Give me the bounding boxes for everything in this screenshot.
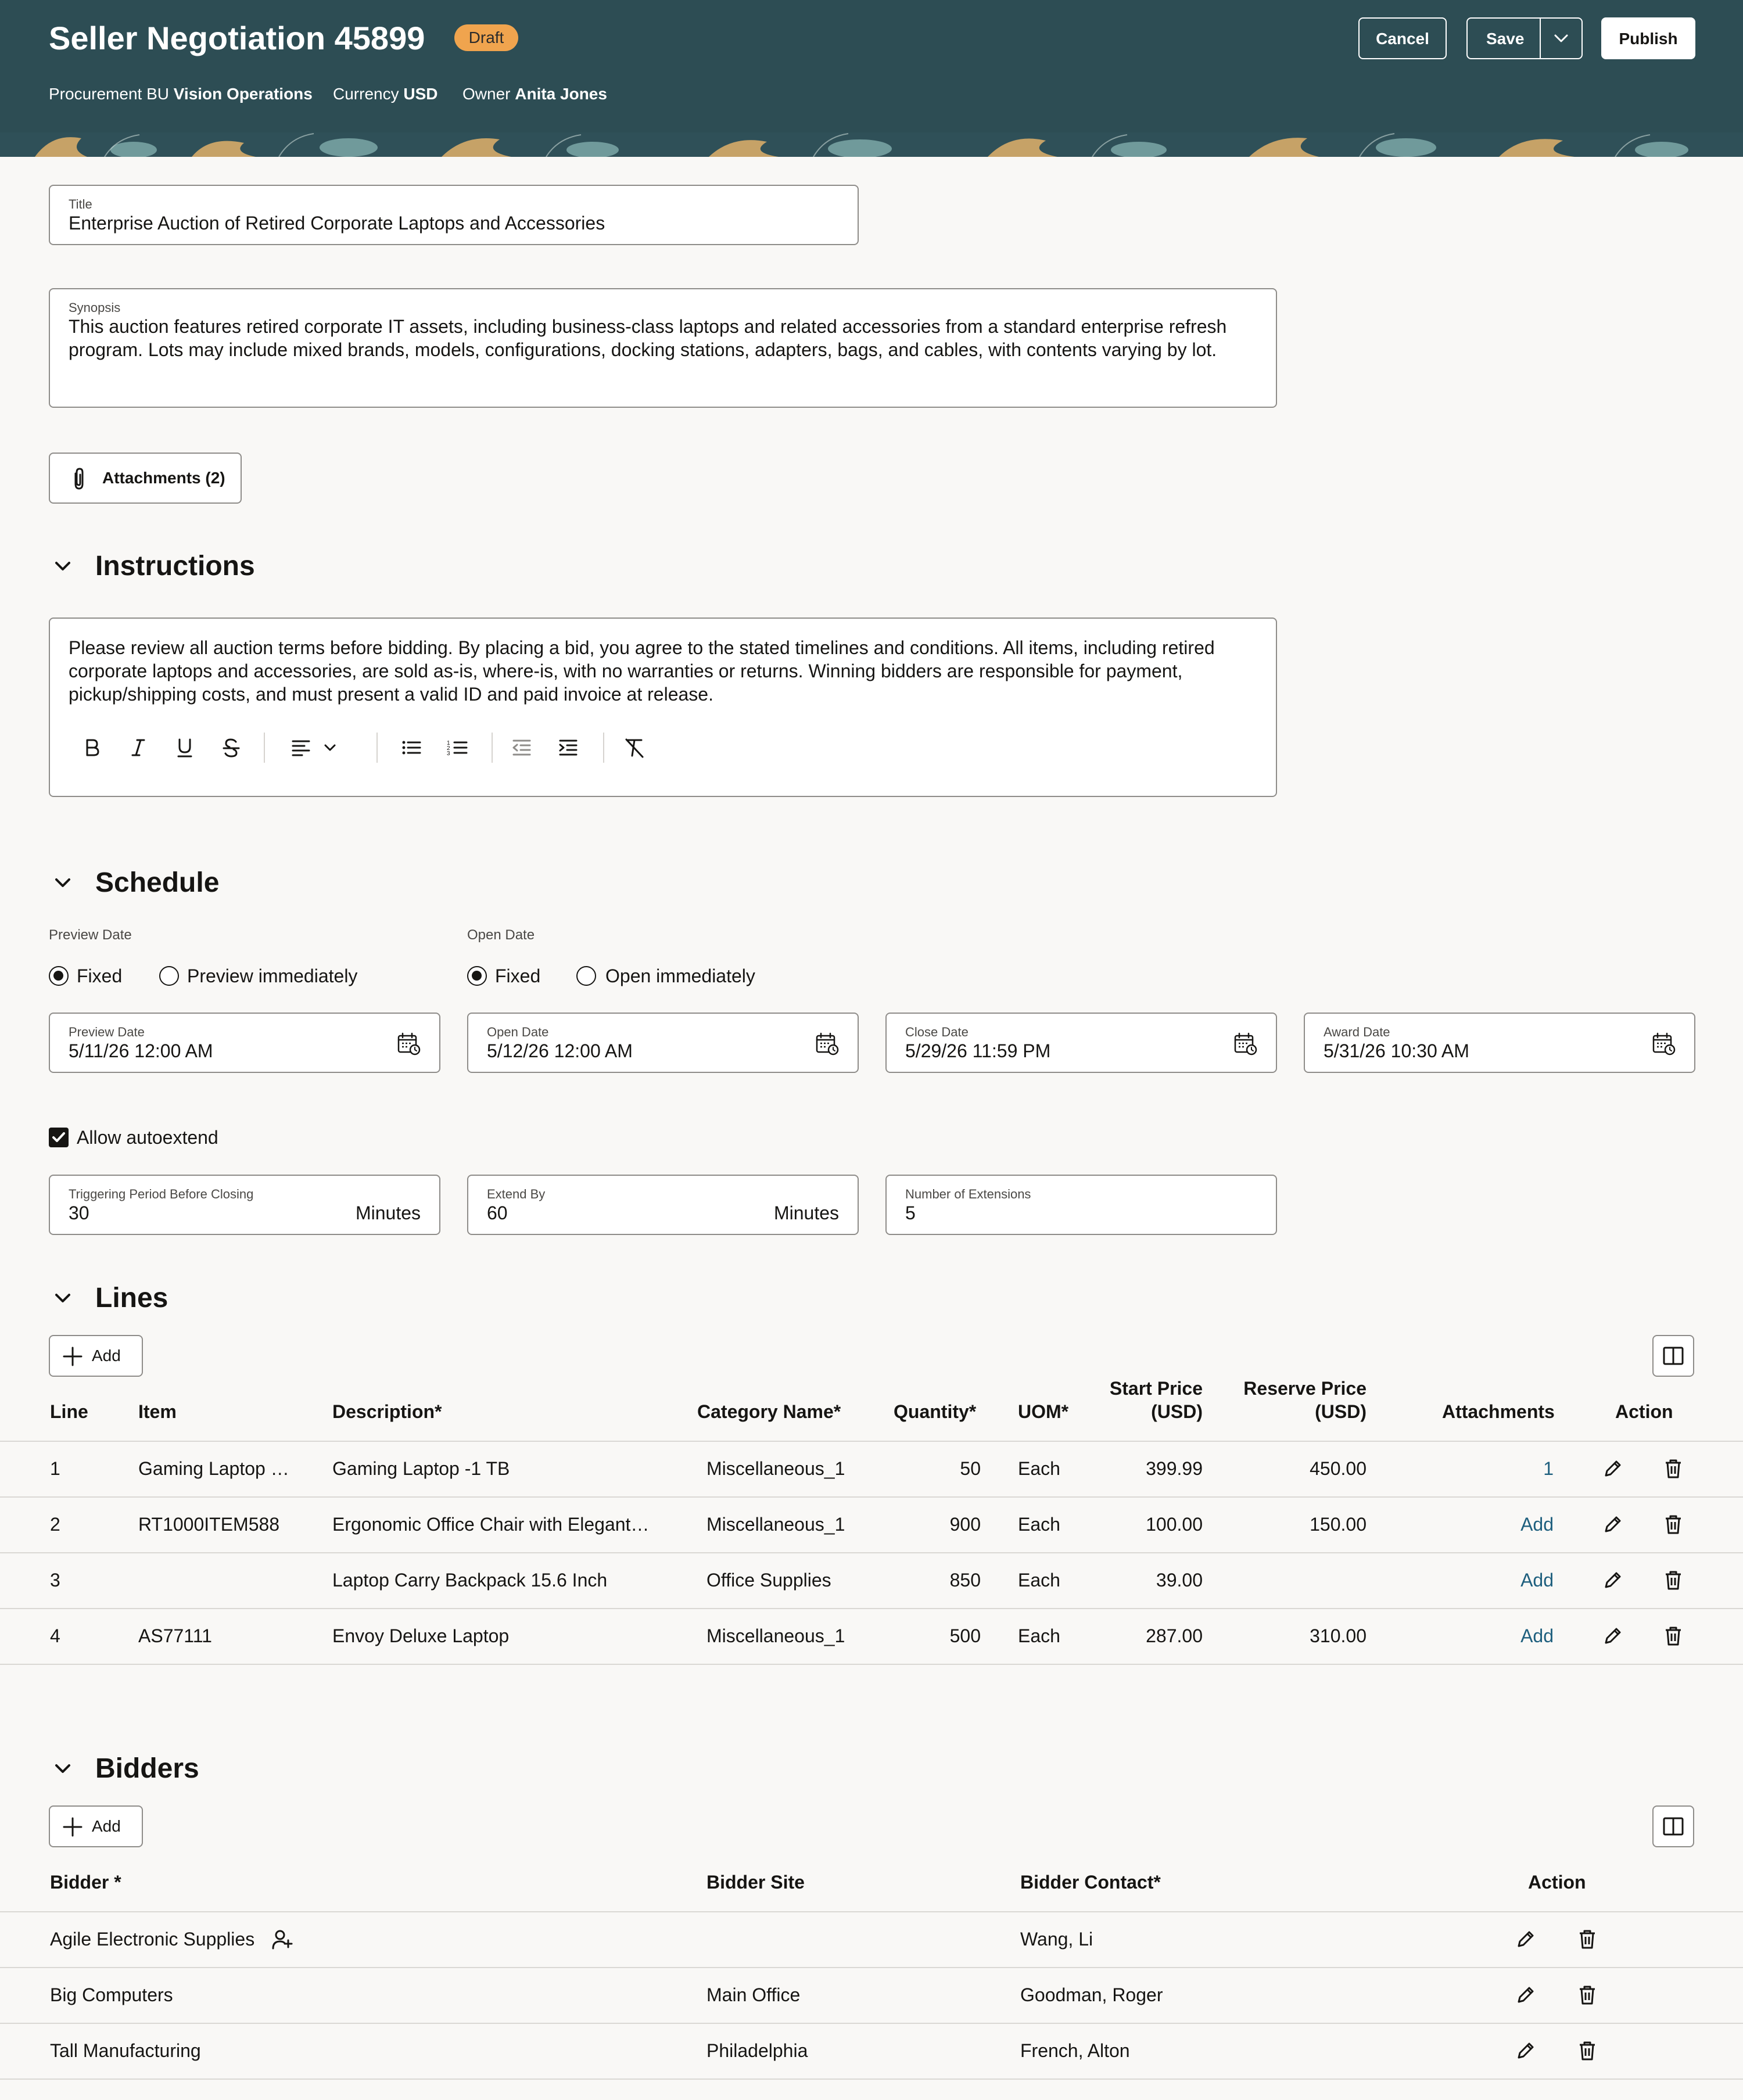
title-field-label: Title (69, 197, 92, 211)
cell-bidder: Tall Manufacturing (50, 2040, 201, 2061)
save-menu-button[interactable] (1541, 19, 1581, 58)
cell-category: Miscellaneous_1 (706, 1458, 845, 1479)
number-of-extensions-value: 5 (905, 1202, 916, 1223)
page-header (0, 0, 1743, 157)
cell-attachments-link[interactable]: 1 (1543, 1458, 1554, 1479)
toolbar-divider (603, 733, 604, 763)
cell-bidder: Agile Electronic Supplies (50, 1929, 255, 1950)
cell-reserve-price: 450.00 (1310, 1458, 1367, 1479)
outdent-icon[interactable] (509, 735, 535, 760)
extend-by-value: 60 (487, 1202, 508, 1223)
col-header-start-price: Start Price (USD) (1109, 1378, 1203, 1422)
bidders-collapse-chevron-icon[interactable] (51, 1757, 74, 1780)
synopsis-field[interactable] (49, 288, 1277, 408)
preview-immediately-label: Preview immediately (187, 965, 358, 986)
svg-text:1: 1 (447, 740, 450, 746)
calendar-icon[interactable] (1233, 1031, 1258, 1057)
cell-start-price: 100.00 (1146, 1514, 1203, 1535)
cell-quantity: 850 (949, 1570, 981, 1591)
open-date-field[interactable] (467, 1013, 859, 1073)
toolbar-divider (492, 733, 493, 763)
cell-category: Office Supplies (706, 1570, 831, 1591)
calendar-icon[interactable] (815, 1031, 840, 1057)
preview-fixed-label: Fixed (77, 965, 123, 986)
cell-item: AS77111 (138, 1625, 212, 1646)
col-header-attachments: Attachments (1442, 1401, 1555, 1422)
col-header-bidder-site: Bidder Site (706, 1872, 805, 1893)
cell-start-price: 287.00 (1146, 1625, 1203, 1646)
edit-icon[interactable] (1514, 1983, 1537, 2006)
col-header-uom: UOM* (1018, 1401, 1069, 1422)
meta-owner: Owner Anita Jones (462, 85, 607, 103)
cell-bidder-contact: Goodman, Roger (1020, 1984, 1163, 2005)
chevron-down-icon (1541, 19, 1581, 58)
open-immediately-label: Open immediately (605, 965, 755, 986)
delete-icon[interactable] (1662, 1513, 1685, 1536)
preview-immediately-radio[interactable] (159, 966, 179, 986)
instructions-editor[interactable] (49, 618, 1277, 797)
schedule-section-title: Schedule (95, 867, 220, 898)
close-date-field[interactable] (885, 1013, 1277, 1073)
bold-icon[interactable] (79, 735, 105, 760)
delete-icon[interactable] (1662, 1457, 1685, 1480)
cell-description: Laptop Carry Backpack 15.6 Inch (332, 1570, 608, 1591)
underline-icon[interactable] (172, 735, 198, 760)
instructions-text: Please review all auction terms before bidding. By placing a bid, you agree to the stated timelines and conditions. All items, including retired corporate laptops and accessories, are sold as-is, where-is, with no warranties or returns. Winning bidders are responsible for payment, pickup/shipping costs, and must present a valid ID and paid invoice at release. (69, 637, 1215, 705)
preview-date-group-label: Preview Date (49, 927, 132, 943)
indent-icon[interactable] (555, 735, 581, 760)
instructions-section-title: Instructions (95, 551, 255, 581)
col-header-category: Category Name* (697, 1401, 841, 1422)
cell-attachments-link[interactable]: Add (1520, 1625, 1554, 1646)
close-date-value: 5/29/26 11:59 PM (905, 1040, 1051, 1061)
calendar-icon[interactable] (1651, 1031, 1677, 1057)
synopsis-field-value: This auction features retired corporate IT assets, including business-class laptops and related accessories from a standard enterprise refresh program. Lots may include mixed brands, models, configurations, docking stations, adapters, bags, and cables, with contents varying by lot. (69, 316, 1227, 360)
number-of-extensions-label: Number of Extensions (905, 1187, 1031, 1201)
add-line-label: Add (92, 1347, 121, 1365)
number-of-extensions-field[interactable] (885, 1175, 1277, 1235)
cell-line: 3 (50, 1570, 60, 1591)
edit-icon[interactable] (1514, 1927, 1537, 1951)
plus-icon (62, 1816, 84, 1838)
columns-icon (1654, 1336, 1693, 1376)
col-header-bidder-contact: Bidder Contact* (1020, 1872, 1161, 1893)
bidders-section-title: Bidders (95, 1753, 199, 1784)
column-chooser-button[interactable] (1652, 1335, 1694, 1377)
cell-line: 4 (50, 1625, 60, 1646)
open-date-value: 5/12/26 12:00 AM (487, 1040, 633, 1061)
cell-attachments-link[interactable]: Add (1520, 1514, 1554, 1535)
col-header-bidder-action: Action (1528, 1872, 1586, 1893)
triggering-period-label: Triggering Period Before Closing (69, 1187, 254, 1201)
extend-by-label: Extend By (487, 1187, 546, 1201)
col-header-item: Item (138, 1401, 177, 1422)
checkmark-icon (49, 1128, 69, 1147)
extend-by-field[interactable] (467, 1175, 859, 1235)
chevron-down-icon[interactable] (317, 735, 343, 760)
italic-icon[interactable] (125, 735, 151, 760)
lines-collapse-chevron-icon[interactable] (51, 1287, 74, 1310)
cell-reserve-price: 310.00 (1310, 1625, 1367, 1646)
meta-currency: Currency USD (333, 85, 438, 103)
open-immediately-radio[interactable] (576, 966, 596, 986)
allow-autoextend-checkbox[interactable] (49, 1128, 69, 1147)
cell-quantity: 500 (949, 1625, 981, 1646)
col-header-bidder: Bidder * (50, 1872, 121, 1893)
cell-attachments-link[interactable]: Add (1520, 1570, 1554, 1591)
allow-autoextend-label: Allow autoextend (77, 1127, 218, 1148)
cell-uom: Each (1018, 1625, 1060, 1646)
preview-fixed-radio[interactable] (49, 966, 69, 986)
edit-icon[interactable] (1601, 1624, 1624, 1647)
col-header-description: Description* (332, 1401, 442, 1422)
cell-bidder-site: Philadelphia (706, 2040, 808, 2061)
lines-section-title: Lines (95, 1283, 168, 1313)
publish-button[interactable]: Publish (1601, 17, 1695, 59)
cancel-button[interactable]: Cancel (1358, 17, 1447, 59)
col-header-line: Line (50, 1401, 88, 1422)
paperclip-icon (67, 466, 91, 492)
col-header-action: Action (1615, 1401, 1673, 1422)
cell-description: Envoy Deluxe Laptop (332, 1625, 510, 1646)
cell-uom: Each (1018, 1458, 1060, 1479)
cell-category: Miscellaneous_1 (706, 1625, 845, 1646)
cell-reserve-price: 150.00 (1310, 1514, 1367, 1535)
cell-description: Ergonomic Office Chair with Elegant… (332, 1514, 650, 1535)
table-row (0, 1968, 1743, 2024)
instructions-collapse-chevron-icon[interactable] (51, 555, 74, 578)
cell-quantity: 50 (960, 1458, 981, 1479)
open-date-group-label: Open Date (467, 927, 535, 943)
cell-quantity: 900 (949, 1514, 981, 1535)
cell-category: Miscellaneous_1 (706, 1514, 845, 1535)
open-date-label: Open Date (487, 1025, 549, 1039)
edit-icon[interactable] (1514, 2039, 1537, 2062)
preview-date-value: 5/11/26 12:00 AM (69, 1040, 213, 1061)
schedule-collapse-chevron-icon[interactable] (51, 871, 74, 895)
cell-bidder-contact: Wang, Li (1020, 1929, 1093, 1950)
toolbar-divider (376, 733, 378, 763)
cell-start-price: 399.99 (1146, 1458, 1203, 1479)
strikethrough-icon[interactable] (218, 735, 244, 760)
delete-icon[interactable] (1576, 1927, 1599, 1951)
add-bidder-button[interactable] (49, 1805, 143, 1847)
extend-by-unit: Minutes (773, 1202, 839, 1223)
triggering-period-field[interactable] (49, 1175, 440, 1235)
cell-bidder-contact: French, Alton (1020, 2040, 1130, 2061)
person-add-icon[interactable] (271, 1927, 294, 1951)
add-bidder-label: Add (92, 1817, 121, 1835)
save-button[interactable]: Save (1486, 30, 1525, 48)
cell-line: 1 (50, 1458, 60, 1479)
open-fixed-radio[interactable] (467, 966, 487, 986)
add-line-button[interactable] (49, 1335, 143, 1377)
cell-item: RT1000ITEM588 (138, 1514, 280, 1535)
align-left-icon[interactable] (288, 735, 314, 760)
calendar-icon[interactable] (396, 1031, 422, 1057)
status-badge: Draft (454, 24, 518, 51)
close-date-label: Close Date (905, 1025, 969, 1039)
decorative-banner (0, 132, 1743, 157)
preview-date-label: Preview Date (69, 1025, 145, 1039)
cell-line: 2 (50, 1514, 60, 1535)
delete-icon[interactable] (1576, 2039, 1599, 2062)
cell-item: Gaming Laptop … (138, 1458, 289, 1479)
title-field-value: Enterprise Auction of Retired Corporate Laptops and Accessories (69, 213, 605, 234)
col-header-reserve-price: Reserve Price (USD) (1243, 1378, 1367, 1422)
table-row (0, 2024, 1743, 2080)
table-row (0, 1498, 1743, 1553)
open-fixed-label: Fixed (495, 965, 541, 986)
table-row (0, 1553, 1743, 1609)
award-date-value: 5/31/26 10:30 AM (1324, 1040, 1469, 1061)
award-date-label: Award Date (1324, 1025, 1390, 1039)
cell-bidder-site: Main Office (706, 1984, 801, 2005)
cell-uom: Each (1018, 1514, 1060, 1535)
table-row (0, 1442, 1743, 1498)
delete-icon[interactable] (1662, 1568, 1685, 1592)
page-title: Seller Negotiation 45899 (49, 20, 425, 56)
numbered-list-icon[interactable] (445, 735, 471, 760)
award-date-field[interactable] (1304, 1013, 1695, 1073)
table-row (0, 1912, 1743, 1968)
attachments-button[interactable] (49, 453, 242, 504)
delete-icon[interactable] (1662, 1624, 1685, 1647)
toolbar-divider (264, 733, 265, 763)
synopsis-field-label: Synopsis (69, 300, 121, 315)
triggering-period-value: 30 (69, 1202, 89, 1223)
title-field[interactable] (49, 185, 859, 245)
meta-procurement-bu: Procurement BU Vision Operations (49, 85, 313, 103)
cell-uom: Each (1018, 1570, 1060, 1591)
attachments-button-label: Attachments (2) (102, 469, 225, 487)
plus-icon (62, 1345, 84, 1367)
svg-text:2: 2 (447, 745, 450, 752)
table-row (0, 1609, 1743, 1665)
edit-icon[interactable] (1601, 1513, 1624, 1536)
col-header-quantity: Quantity* (894, 1401, 977, 1422)
cell-description: Gaming Laptop -1 TB (332, 1458, 510, 1479)
column-chooser-button[interactable] (1652, 1805, 1694, 1847)
preview-date-field[interactable] (49, 1013, 440, 1073)
svg-text:3: 3 (447, 751, 450, 757)
edit-icon[interactable] (1601, 1457, 1624, 1480)
bulleted-list-icon[interactable] (399, 735, 424, 760)
clear-formatting-icon[interactable] (622, 735, 647, 760)
cell-bidder: Big Computers (50, 1984, 173, 2005)
edit-icon[interactable] (1601, 1568, 1624, 1592)
triggering-period-unit: Minutes (355, 1202, 421, 1223)
delete-icon[interactable] (1576, 1983, 1599, 2006)
cell-start-price: 39.00 (1156, 1570, 1203, 1591)
columns-icon (1654, 1807, 1693, 1846)
